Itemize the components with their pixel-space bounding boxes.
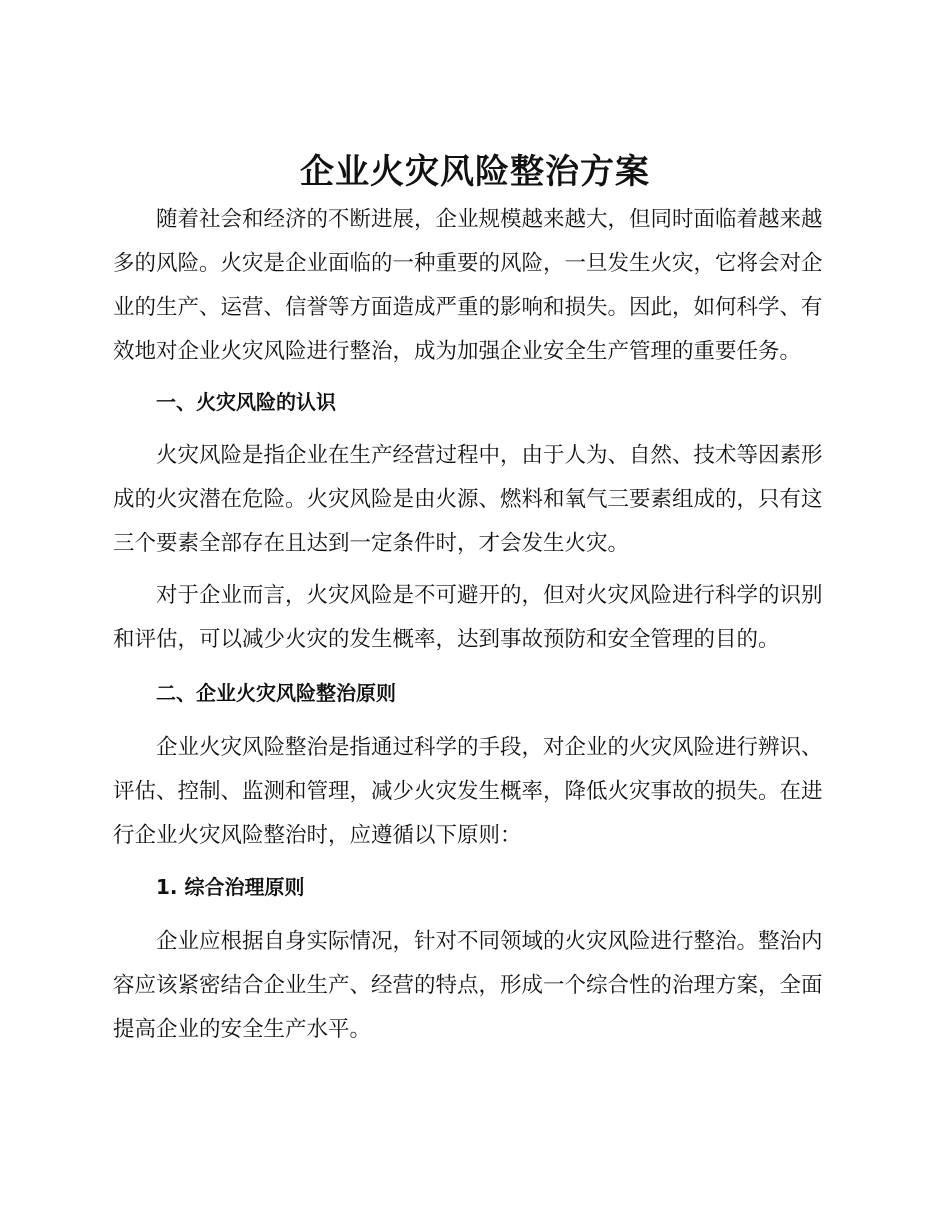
paragraph-line: 和评估，可以减少火灾的发生概率，达到事故预防和安全管理的目的。 xyxy=(113,627,780,652)
intro-paragraph xyxy=(113,198,833,374)
intro-line: 多的风险。火灾是企业面临的一种重要的风险，一旦发生火灾，它将会对企 xyxy=(113,251,823,276)
paragraph-line: 企业火灾风险整治是指通过科学的手段，对企业的火灾风险进行辨识、 xyxy=(156,735,823,760)
intro-line: 效地对企业火灾风险进行整治，成为加强企业安全生产管理的重要任务。 xyxy=(113,339,802,364)
subsection-1-paragraph xyxy=(113,920,833,1052)
intro-line: 业的生产、运营、信誉等方面造成严重的影响和损失。因此，如何科学、有 xyxy=(113,295,823,320)
paragraph-line: 行企业火灾风险整治时，应遵循以下原则： xyxy=(113,823,522,848)
section-2-heading: 二、企业火灾风险整治原则 xyxy=(156,681,396,705)
paragraph-line: 火灾风险是指企业在生产经营过程中，由于人为、自然、技术等因素形 xyxy=(156,443,823,468)
document-title: 企业火灾风险整治方案 xyxy=(300,152,650,192)
paragraph-line: 容应该紧密结合企业生产、经营的特点，形成一个综合性的治理方案，全面 xyxy=(113,973,823,998)
paragraph-line: 企业应根据自身实际情况，针对不同领域的火灾风险进行整治。整治内 xyxy=(156,929,823,954)
paragraph-line: 成的火灾潜在危险。火灾风险是由火源、燃料和氧气三要素组成的，只有这 xyxy=(113,487,823,512)
subsection-1-heading: 1. 综合治理原则 xyxy=(156,875,305,899)
section-1-paragraph-1 xyxy=(113,434,833,566)
intro-line: 随着社会和经济的不断进展，企业规模越来越大，但同时面临着越来越 xyxy=(156,207,823,232)
paragraph-line: 评估、控制、监测和管理，减少火灾发生概率，降低火灾事故的损失。在进 xyxy=(113,779,823,804)
paragraph-line: 对于企业而言，火灾风险是不可避开的，但对火灾风险进行科学的识别 xyxy=(156,583,823,608)
section-1-heading: 一、火灾风险的认识 xyxy=(156,390,336,414)
paragraph-line: 三个要素全部存在且达到一定条件时，才会发生火灾。 xyxy=(113,531,630,556)
section-2-paragraph-1 xyxy=(113,726,833,858)
paragraph-line: 提高企业的安全生产水平。 xyxy=(113,1017,372,1042)
section-1-paragraph-2 xyxy=(113,574,833,662)
